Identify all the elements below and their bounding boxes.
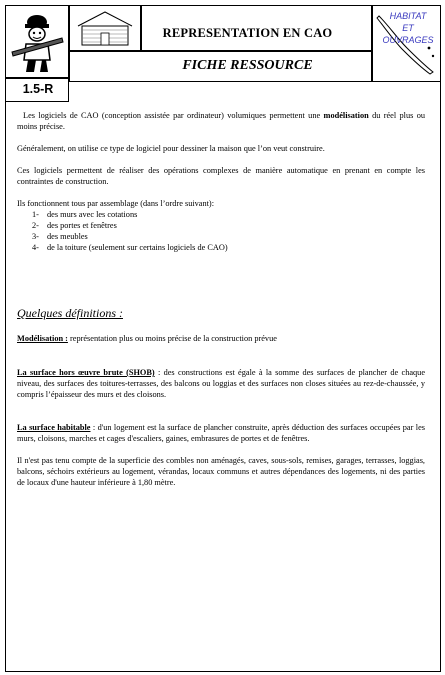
definition-text: représentation plus ou moins précise de la construction prévue <box>67 334 277 343</box>
intro-paragraph-4: Ils fonctionnent tous par assemblage (dans l’ordre suivant): <box>17 199 214 208</box>
step-number: 2- <box>32 221 39 230</box>
list-item <box>17 231 425 242</box>
logo-line-1: HABITAT <box>389 11 427 21</box>
worker-mascot-icon <box>8 8 66 76</box>
definitions-heading: Quelques définitions : <box>17 306 123 320</box>
step-text: de la toiture (seulement sur certains logiciels de CAO) <box>47 243 228 252</box>
definition-text: : d'un logement est la surface de plancher construite, après déduction des surfaces occupées par les murs, cloisons, marches et cages d'escaliers, gaines, embrasures de portes et de fenêtres. <box>17 423 425 443</box>
house-icon <box>72 8 138 48</box>
list-item <box>17 242 425 253</box>
sheet-code: 1.5-R <box>22 82 54 96</box>
definition-term: Modélisation : <box>17 334 68 343</box>
logo-line-3: OUVRAGES <box>382 35 434 45</box>
step-text: des meubles <box>47 232 88 241</box>
intro-text: Les logiciels de CAO (conception assistée par ordinateur) volumiques permettent une <box>23 111 324 120</box>
intro-paragraph-2: Généralement, on utilise ce type de logiciel pour dessiner la maison que l’on veut construire. <box>17 144 325 153</box>
assembly-steps <box>17 209 425 253</box>
definition-term: La surface habitable <box>17 423 91 432</box>
page-title: REPRESENTATION EN CAO <box>162 26 333 40</box>
step-text: des portes et fenêtres <box>47 221 117 230</box>
intro-section <box>17 110 425 253</box>
modelisation-bold: modélisation <box>323 111 369 120</box>
logo-text <box>375 10 441 46</box>
intro-text-end: du réel plus ou moins précise. <box>17 111 426 131</box>
step-text: des murs avec les cotations <box>47 210 138 219</box>
step-number: 4- <box>32 243 39 252</box>
intro-paragraph-1 <box>17 110 425 132</box>
definition-modelisation <box>17 333 425 344</box>
definition-shob <box>17 367 425 400</box>
definition-note: Il n'est pas tenu compte de la superficie des combles non aménagés, caves, sous-sols, remises, garages, terrasses, loggias, balcons, séchoirs extérieurs au logement, vérandas, locaux communs et autres dépendances des logements, ni des parties de locaux d'une hauteur inférieure à 1,80 mètre. <box>17 456 425 487</box>
intro-paragraph-3: Ces logiciels permettent de réaliser des opérations complexes de manière automatique en prenant en compte les contraintes de construction. <box>17 166 425 186</box>
logo-line-2: ET <box>402 23 414 33</box>
list-item <box>17 209 425 220</box>
step-number: 3- <box>32 232 39 241</box>
definition-term: La surface hors œuvre brute (SHOB) <box>17 368 155 377</box>
definition-text: : des constructions est égale à la somme des surfaces de plancher de chaque niveau, des surfaces des toitures-terrasses, des balcons ou loggias et des surfaces non closes situées au rez-de-chaussée, y compris l’épaisseur des murs et des cloisons. <box>17 368 425 399</box>
page-subtitle: FICHE RESSOURCE <box>182 58 313 73</box>
list-item <box>17 220 425 231</box>
definition-habitable <box>17 422 425 444</box>
definitions-section <box>17 333 425 488</box>
step-number: 1- <box>32 210 39 219</box>
